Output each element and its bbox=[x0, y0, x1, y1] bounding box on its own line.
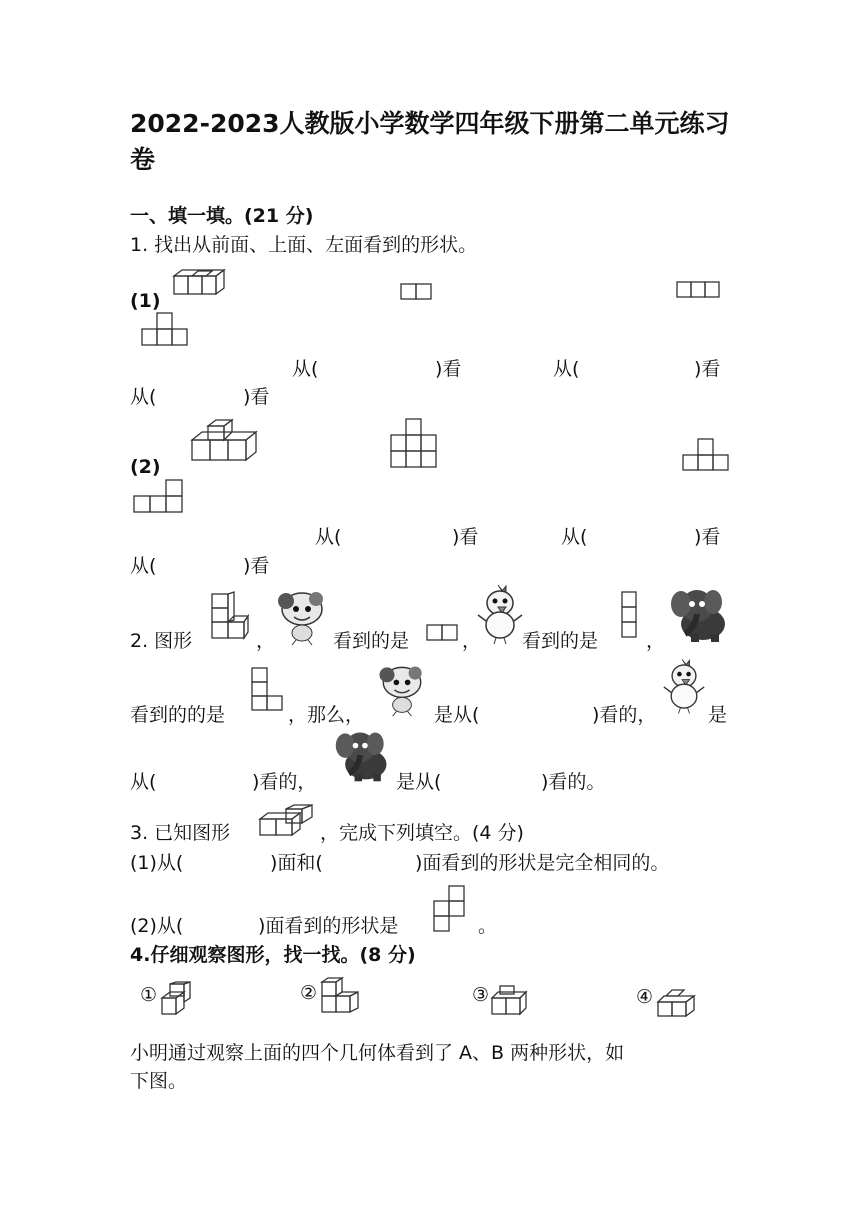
q4-solid-1-figure bbox=[160, 982, 198, 1018]
q1-p1-view-c-figure bbox=[140, 312, 190, 348]
q1-p2-view-b-prefix: 从( bbox=[561, 526, 588, 548]
q4-solid-4-figure bbox=[656, 990, 702, 1022]
q3-line3-prefix: (2)从( bbox=[130, 915, 184, 937]
q2-line2-is: 是 bbox=[708, 704, 728, 726]
q2-line3-from-b: 从( bbox=[130, 771, 157, 793]
q2-line2-prefix: 看到的的是 bbox=[130, 704, 226, 726]
q1-p2-view-b-figure bbox=[682, 437, 730, 473]
q1-p2-view-c-figure bbox=[132, 478, 188, 520]
q4-desc-line2: 下图。 bbox=[130, 1070, 188, 1092]
q1-p1-view-c-prefix: 从( bbox=[130, 386, 157, 408]
q1-p2-solid-figure bbox=[186, 418, 266, 466]
q3-line1-prefix: 3. 已知图形 bbox=[130, 822, 231, 844]
q4-label-3: ③ bbox=[472, 984, 490, 1006]
q2-line3-seen-b: )看的， bbox=[252, 771, 317, 793]
q2-line1-sees-a: 看到的是 bbox=[333, 630, 410, 652]
q2-line1-comma3: ， bbox=[646, 630, 666, 652]
q2-view-elephant-figure bbox=[250, 666, 286, 714]
q1-part2-label: (2) bbox=[130, 456, 161, 478]
q1-p1-view-b-suffix: )看 bbox=[694, 358, 721, 380]
sheep-icon bbox=[372, 659, 432, 717]
q1-p1-view-a-prefix: 从( bbox=[292, 358, 319, 380]
q3-view-figure bbox=[432, 884, 476, 934]
q1-p2-view-a-prefix: 从( bbox=[315, 526, 342, 548]
q1-p1-view-a-figure bbox=[400, 283, 432, 301]
q3-line3-period: 。 bbox=[478, 915, 498, 937]
q1-p1-view-b-figure bbox=[676, 281, 722, 299]
q1-p1-view-a-suffix: )看 bbox=[435, 358, 462, 380]
question-1-text: 1. 找出从前面、上面、左面看到的形状。 bbox=[130, 234, 478, 256]
q4-label-4: ④ bbox=[636, 986, 654, 1008]
chicken-icon bbox=[476, 583, 524, 645]
chicken-icon bbox=[662, 656, 706, 716]
q3-line2-suffix: )面看到的形状是完全相同的。 bbox=[415, 852, 670, 874]
question-4-text: 4.仔细观察图形，找一找。(8 分) bbox=[130, 944, 416, 966]
q3-line2-prefix: (1)从( bbox=[130, 852, 184, 874]
q2-line3-from-c: 是从( bbox=[396, 771, 442, 793]
q4-label-1: ① bbox=[140, 984, 158, 1006]
q2-line1-sees-b: 看到的是 bbox=[522, 630, 599, 652]
q1-p2-view-a-suffix: )看 bbox=[452, 526, 479, 548]
q2-line2-from-a: 是从( bbox=[434, 704, 480, 726]
q1-p1-view-c-suffix: )看 bbox=[243, 386, 270, 408]
q2-line1-comma1: ， bbox=[256, 630, 276, 652]
q1-p2-view-a-figure bbox=[390, 417, 438, 471]
elephant-icon bbox=[667, 584, 733, 644]
q3-line2-mid: )面和( bbox=[270, 852, 323, 874]
q2-view-sheep-figure bbox=[426, 624, 460, 642]
q2-line2-seen-a: )看的， bbox=[592, 704, 657, 726]
q4-label-2: ② bbox=[300, 982, 318, 1004]
elephant-icon bbox=[332, 726, 394, 784]
q4-solid-2-figure bbox=[320, 978, 370, 1020]
q1-p2-view-c-prefix: 从( bbox=[130, 555, 157, 577]
q2-line3-seen-c: )看的。 bbox=[541, 771, 606, 793]
section-heading: 一、填一填。(21 分) bbox=[130, 205, 314, 227]
q3-solid-figure bbox=[256, 805, 320, 839]
q4-solid-3-figure bbox=[490, 984, 530, 1018]
q1-p2-view-c-suffix: )看 bbox=[243, 555, 270, 577]
q2-line1-prefix: 2. 图形 bbox=[130, 630, 193, 652]
q1-p1-solid-figure bbox=[170, 268, 232, 298]
q2-line2-then: ，那么， bbox=[288, 704, 365, 726]
q2-line1-comma2: ， bbox=[462, 630, 482, 652]
q1-p2-view-b-suffix: )看 bbox=[694, 526, 721, 548]
q3-line1-suffix: ，完成下列填空。(4 分) bbox=[320, 822, 524, 844]
q2-view-chicken-figure bbox=[620, 590, 640, 640]
q3-line3-mid: )面看到的形状是 bbox=[258, 915, 399, 937]
q1-part1-label: (1) bbox=[130, 290, 161, 312]
q4-desc-line1: 小明通过观察上面的四个几何体看到了 A、B 两种形状，如 bbox=[130, 1042, 625, 1064]
q1-p1-view-b-prefix: 从( bbox=[553, 358, 580, 380]
sheep-icon bbox=[270, 585, 334, 645]
q2-solid-figure bbox=[210, 592, 250, 644]
page-title: 2022-2023人教版小学数学四年级下册第二单元练习卷 bbox=[130, 109, 730, 174]
